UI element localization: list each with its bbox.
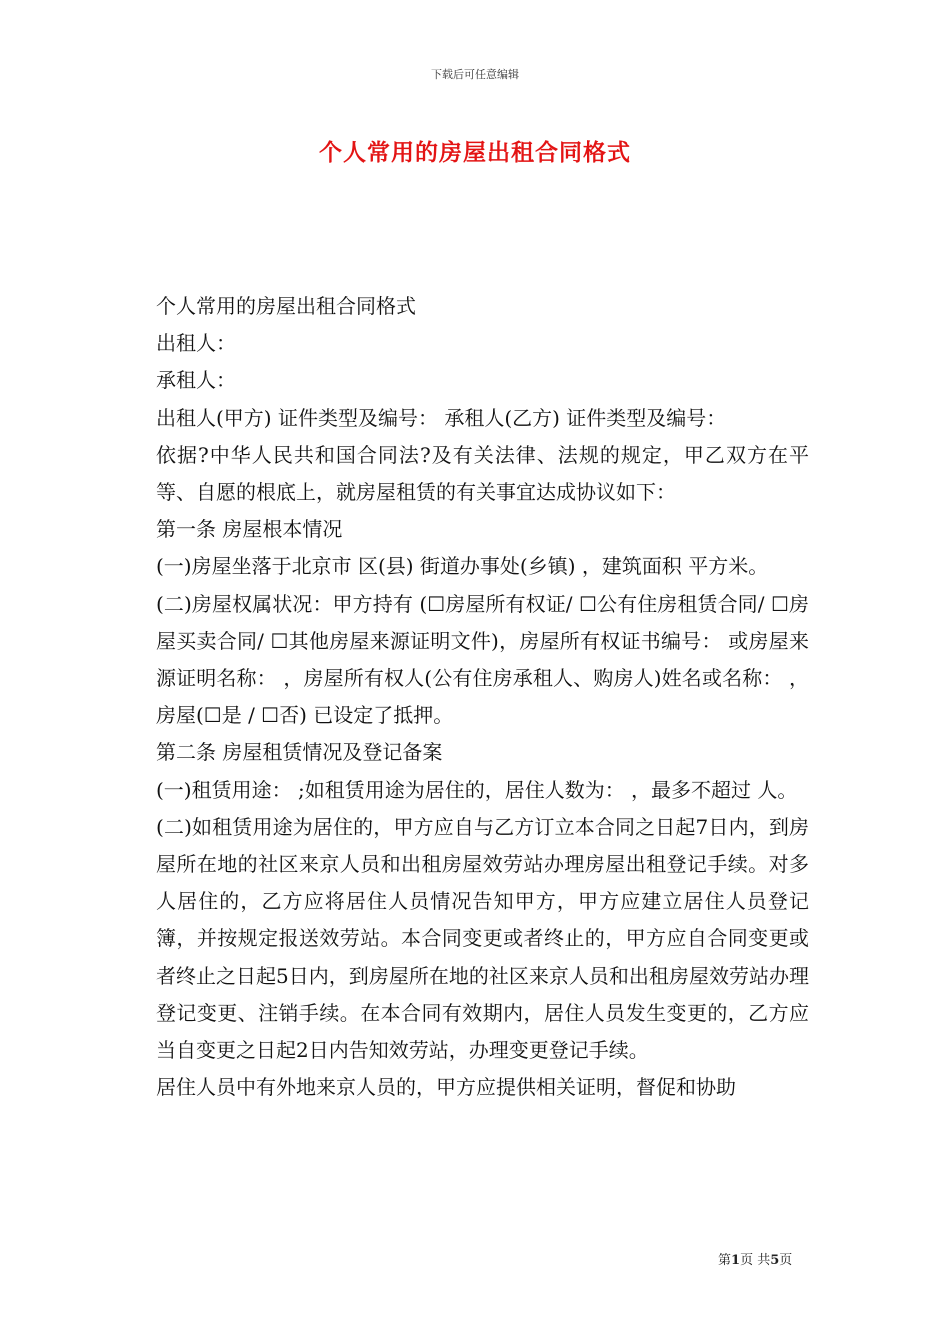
paragraph: 出租人： bbox=[156, 331, 236, 356]
paragraph: 第二条 房屋租赁情况及登记备案 bbox=[156, 740, 443, 765]
paragraph: 依据?中华人民共和国合同法?及有关法律、法规的规定，甲乙双方在平等、自愿的根底上，就房屋租赁的有关事宜达成协议如下： bbox=[156, 442, 809, 505]
paragraph: 承租人： bbox=[156, 368, 236, 393]
paragraph: 出租人(甲方) 证件类型及编号： 承租人(乙方) 证件类型及编号： bbox=[156, 405, 727, 430]
page-footer bbox=[718, 1249, 792, 1268]
header-note: 下载后可任意编辑 bbox=[431, 68, 519, 81]
footer-page-number: 1 bbox=[731, 1253, 741, 1268]
paragraph: 第一条 房屋根本情况 bbox=[156, 517, 343, 542]
document-title: 个人常用的房屋出租合同格式 bbox=[319, 139, 631, 166]
footer-prefix: 第 bbox=[718, 1253, 732, 1268]
footer-middle: 页 共 bbox=[740, 1253, 771, 1268]
footer-suffix: 页 bbox=[779, 1253, 793, 1268]
paragraph: (一)租赁用途： ;如租赁用途为居住的，居住人数为： ，最多不超过 人。 bbox=[156, 777, 798, 802]
paragraph: (一)房屋坐落于北京市 区(县) 街道办事处(乡镇) ，建筑面积 平方米。 bbox=[156, 554, 769, 579]
paragraph: 个人常用的房屋出租合同格式 bbox=[156, 294, 416, 318]
document-body bbox=[144, 288, 809, 1106]
footer-total-pages: 5 bbox=[770, 1253, 780, 1268]
paragraph: 居住人员中有外地来京人员的，甲方应提供相关证明，督促和协助 bbox=[156, 1075, 736, 1100]
paragraph: (二)房屋权属状况：甲方持有 (☐房屋所有权证/ ☐公有住房租赁合同/ ☐房屋买卖合同/ ☐其他房屋来源证明文件)，房屋所有权证书编号： 或房屋来源证明名称： ，房屋所有权人(公有住房承租人、购房人)姓名或名称： ，房屋(☐是 / ☐否) 已设定了抵押。 bbox=[156, 591, 809, 728]
paragraph: (二)如租赁用途为居住的，甲方应自与乙方订立本合同之日起7日内，到房屋所在地的社区来京人员和出租房屋效劳站办理房屋出租登记手续。对多人居住的，乙方应将居住人员情况告知甲方，甲方应建立居住人员登记簿，并按规定报送效劳站。本合同变更或者终止的，甲方应自合同变更或者终止之日起5日内，到房屋所在地的社区来京人员和出租房屋效劳站办理登记变更、注销手续。在本合同有效期内，居住人员发生变更的，乙方应当自变更之日起2日内告知效劳站，办理变更登记手续。 bbox=[156, 814, 809, 1063]
